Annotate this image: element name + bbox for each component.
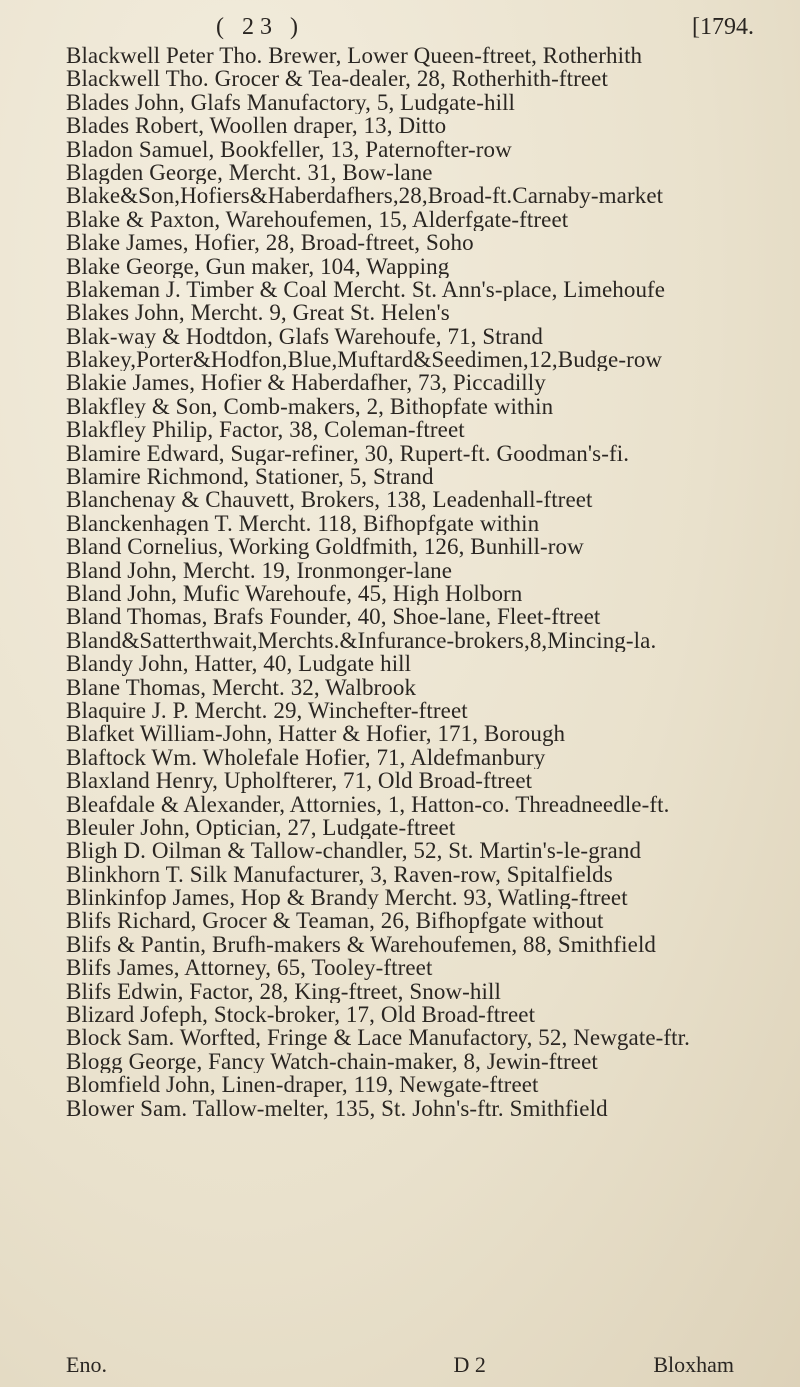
directory-entry: Blizard Jofeph, Stock-broker, 17, Old Broad-ftreet [66,1003,536,1027]
page-header [66,10,764,44]
directory-entry: Blanchenay & Chauvett, Brokers, 138, Leadenhall-ftreet [66,488,593,512]
directory-entry: Blake&Son,Hofiers&Haberdafhers,28,Broad-ft.Carnaby-market [66,184,664,208]
directory-entry: Blinkinfop James, Hop & Brandy Mercht. 93, Watling-ftreet [66,886,628,910]
directory-entry: Blackwell Peter Tho. Brewer, Lower Queen-ftreet, Rotherhith [66,44,643,68]
directory-entry: Blaxland Henry, Upholfterer, 71, Old Broad-ftreet [66,769,533,793]
directory-entry: Blake George, Gun maker, 104, Wapping [66,254,450,278]
footer-left-mark: Eno. [66,1352,107,1377]
directory-entry: Blakie James, Hofier & Haberdafher, 73, Piccadilly [66,371,546,395]
directory-entry: Blades John, Glafs Manufactory, 5, Ludgate-hill [66,90,516,115]
directory-entries [66,44,764,1120]
directory-entry: Bland John, Mufic Warehoufe, 45, High Holborn [66,581,523,606]
directory-entry: Bland Thomas, Brafs Founder, 40, Shoe-lane, Fleet-ftreet [66,605,601,629]
catchword: Bloxham [653,1352,734,1377]
directory-entry: Blifs Richard, Grocer & Teaman, 26, Bifhopfgate without [66,909,604,933]
directory-entry: Blackwell Tho. Grocer & Tea-dealer, 28, Rotherhith-ftreet [66,67,608,91]
directory-entry: Blane Thomas, Mercht. 32, Walbrook [66,675,417,699]
directory-entry: Blifs & Pantin, Brufh-makers & Warehoufemen, 88, Smithfield [66,932,657,957]
directory-entry: Blakfley & Son, Comb-makers, 2, Bithopfate within [66,394,554,419]
directory-entry: Blifs Edwin, Factor, 28, King-ftreet, Snow-hill [66,979,501,1004]
directory-entry: Blakes John, Mercht. 9, Great St. Helen's [66,301,450,325]
page-number: ( 23 ) [216,13,304,40]
directory-entry: Bladon Samuel, Bookfeller, 13, Paternofter-row [66,137,512,161]
directory-entry: Blafket William-John, Hatter & Hofier, 171, Borough [66,722,566,746]
directory-entry: Blifs James, Attorney, 65, Tooley-ftreet [66,956,433,980]
directory-entry: Blomfield John, Linen-draper, 119, Newgate-ftreet [66,1073,539,1097]
directory-entry: Blaftock Wm. Wholefale Hofier, 71, Aldefmanbury [66,745,546,770]
directory-entry: Blinkhorn T. Silk Manufacturer, 3, Raven-row, Spitalfields [66,862,613,887]
directory-entry: Blake James, Hofier, 28, Broad-ftreet, Soho [66,231,474,255]
directory-entry: Bligh D. Oilman & Tallow-chandler, 52, St. Martin's-le-grand [66,839,642,863]
page-year: [1794. [692,13,754,40]
directory-entry: Block Sam. Worfted, Fringe & Lace Manufactory, 52, Newgate-ftr. [66,1026,690,1050]
directory-entry: Blamire Richmond, Stationer, 5, Strand [66,465,434,489]
directory-entry: Blakeman J. Timber & Coal Mercht. St. Ann's-place, Limehoufe [66,277,666,302]
signature-mark: D 2 [453,1352,486,1377]
directory-entry: Blandy John, Hatter, 40, Ludgate hill [66,652,412,676]
directory-entry: Blak-way & Hodtdon, Glafs Warehoufe, 71, Strand [66,324,544,349]
directory-entry: Blower Sam. Tallow-melter, 135, St. John's-ftr. Smithfield [66,1096,608,1120]
directory-entry: Blaquire J. P. Mercht. 29, Winchefter-ftreet [66,698,468,723]
directory-entry: Bland&Satterthwait,Merchts.&Infurance-brokers,8,Mincing-la. [66,628,657,653]
directory-entry: Blogg George, Fancy Watch-chain-maker, 8, Jewin-ftreet [66,1049,598,1074]
directory-entry: Blanckenhagen T. Mercht. 118, Bifhopfgate within [66,511,540,536]
directory-entry: Blagden George, Mercht. 31, Bow-lane [66,160,433,185]
directory-entry: Blakey,Porter&Hodfon,Blue,Muftard&Seedimen,12,Budge-row [66,348,663,372]
directory-entry: Bland John, Mercht. 19, Ironmonger-lane [66,558,453,582]
directory-entry: Blakfley Philip, Factor, 38, Coleman-ftreet [66,418,465,442]
directory-entry: Bleuler John, Optician, 27, Ludgate-ftreet [66,815,456,840]
directory-entry: Blades Robert, Woollen draper, 13, Ditto [66,114,447,138]
directory-entry: Blake & Paxton, Warehoufemen, 15, Alderfgate-ftreet [66,207,569,232]
directory-entry: Blamire Edward, Sugar-refiner, 30, Rupert-ft. Goodman's-fi. [66,441,630,466]
page-footer [66,1352,764,1378]
directory-entry: Bleafdale & Alexander, Attornies, 1, Hatton-co. Threadneedle-ft. [66,792,670,816]
directory-entry: Bland Cornelius, Working Goldfmith, 126, Bunhill-row [66,535,584,559]
